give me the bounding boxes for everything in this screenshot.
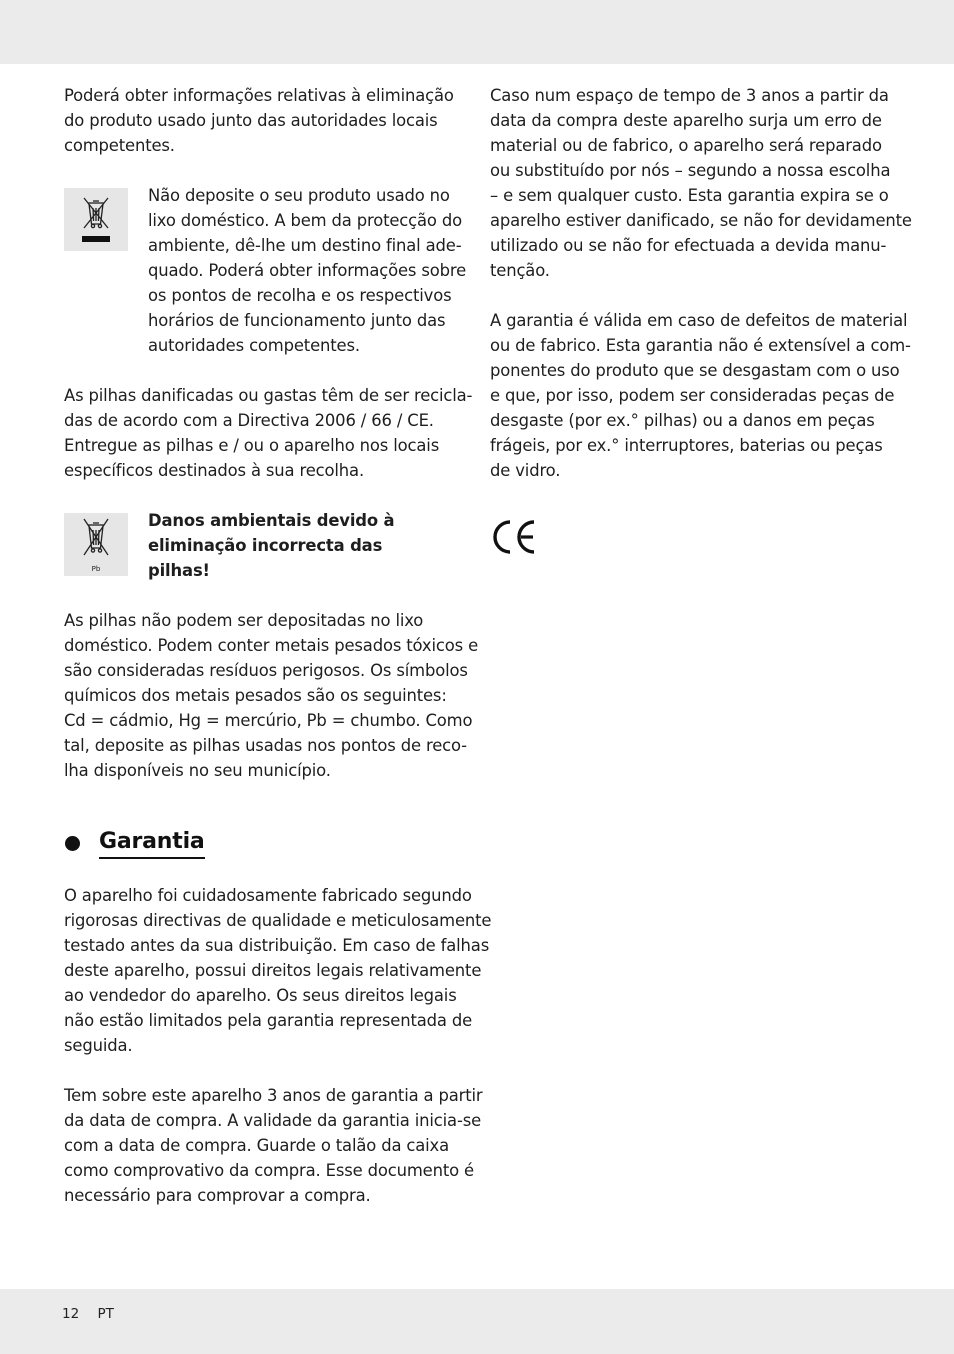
footer-band xyxy=(0,1289,954,1354)
battery-recycling-paragraph: As pilhas danificadas ou gastas têm de ser recicla- das de acordo com a Directiva 2006 / 66 / CE. Entregue as pilhas e / ou o aparelho nos locais específicos destinados à sua recolha. xyxy=(64,386,473,480)
crossed-wheelie-bin-icon xyxy=(64,188,128,251)
section-heading-garantia xyxy=(62,828,205,859)
warranty-repair-paragraph: Caso num espaço de tempo de 3 anos a partir da data da compra deste aparelho surja um erro de material ou de fabrico, o aparelho será reparado ou substituído por nós – segundo a nossa escolha – e sem qualquer custo. Esta garantia expira se o aparelho estiver danificado, se não for devidamente utilizado ou se não for efectuada a devida manu- tenção. xyxy=(490,86,912,280)
warranty-scope-paragraph: A garantia é válida em caso de defeitos de material ou de fabrico. Esta garantia não é extensível a com- ponentes do produto que se desgastam com o uso e que, por isso, podem ser consideradas peças de desgaste (por ex.° pilhas) ou a danos em peças frágeis, por ex.° interruptores, baterias ou peças de vidro. xyxy=(490,311,911,480)
page-number: 12 xyxy=(62,1306,80,1322)
heavy-metals-paragraph: As pilhas não podem ser depositadas no lixo doméstico. Podem conter metais pesados tóxicos e são consideradas resíduos perigosos. Os símbolos químicos dos metais pesados são os seguintes: Cd = cádmio, Hg = mercúrio, Pb = chumbo. Como tal, deposite as pilhas usadas nos pontos de reco- lha disponíveis no seu município. xyxy=(64,611,479,780)
battery-symbol-box xyxy=(64,513,128,576)
warranty-intro-paragraph: O aparelho foi cuidadosamente fabricado segundo rigorosas directivas de qualidade e meticulosamente testado antes da sua distribuição. Em caso de falhas deste aparelho, possui direitos legais relativamente ao vendedor do aparelho. Os seus direitos legais não estão limitados pela garantia representada de seguida. xyxy=(64,886,492,1055)
pb-label: Pb xyxy=(91,565,101,573)
language-code: PT xyxy=(97,1306,114,1322)
warranty-period-paragraph: Tem sobre este aparelho 3 anos de garantia a partir da data de compra. A validade da garantia inicia-se com a data de compra. Guarde o talão da caixa como comprovativo da compra. Esse documento é necessário para comprovar a compra. xyxy=(64,1086,483,1205)
section-title: Garantia xyxy=(99,828,205,859)
disposal-info-paragraph: Poderá obter informações relativas à eliminação do produto usado junto das autoridades locais competentes. xyxy=(64,86,454,155)
ce-mark-icon xyxy=(490,519,538,555)
bullet-icon xyxy=(65,836,80,851)
page-footer xyxy=(62,1306,128,1322)
environmental-warning: Danos ambientais devido à eliminação incorrecta das pilhas! xyxy=(148,511,395,580)
crossed-bin-pb-icon xyxy=(64,513,128,576)
do-not-dispose-paragraph: Não deposite o seu produto usado no lixo doméstico. A bem da protecção do ambiente, dê-lhe um destino final ade- quado. Poderá obter informações sobre os pontos de recolha e os respectivos horários de funcionamento junto das autoridades competentes. xyxy=(148,186,467,355)
header-band xyxy=(0,0,954,64)
weee-symbol-box xyxy=(64,188,128,251)
